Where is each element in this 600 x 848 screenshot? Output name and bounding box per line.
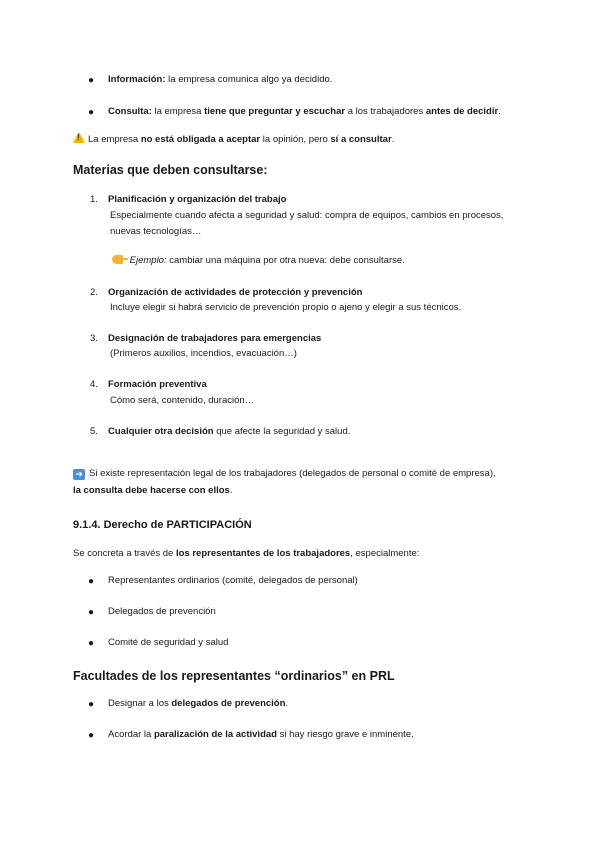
list-item: Acordar la paralización de la actividad si hay riesgo grave e inminente. xyxy=(108,729,414,740)
item-title: Cualquier otra decisión que afecte la seguridad y salud. xyxy=(108,426,351,437)
materias-heading: Materias que deben consultarse: xyxy=(73,163,268,177)
info-bullet xyxy=(108,74,332,87)
info-text: la empresa comunica algo ya decidido. xyxy=(165,74,333,85)
item-number: 1. xyxy=(90,194,98,205)
item-number: 3. xyxy=(90,333,98,344)
item-number: 4. xyxy=(90,379,98,390)
consulta-term: Consulta: xyxy=(108,106,152,117)
representation-note: ➜ Si existe representación legal de los trabajadores (delegados de personal o comité de empresa), xyxy=(73,468,496,481)
item-desc: (Primeros auxilios, incendios, evacuación…) xyxy=(110,348,297,359)
example-line: Ejemplo: cambiar una máquina por otra nueva: debe consultarse. xyxy=(112,255,405,268)
bullet-marker: ● xyxy=(88,576,95,587)
warning-line: !La empresa no está obligada a aceptar la opinión, pero sí a consultar. xyxy=(73,132,394,147)
info-term: Información: xyxy=(108,74,166,85)
bullet-marker: ● xyxy=(88,730,95,741)
bullet-marker: ● xyxy=(88,107,95,118)
arrow-right-icon: ➜ xyxy=(73,469,85,480)
item-desc: Cómo será, contenido, duración… xyxy=(110,395,255,406)
bullet-marker: ● xyxy=(88,607,95,618)
list-item: Delegados de prevención xyxy=(108,606,216,617)
list-item: Designar a los delegados de prevención. xyxy=(108,698,289,709)
facultades-heading: Facultades de los representantes “ordinarios” en PRL xyxy=(73,669,395,683)
item-desc: Incluye elegir si habrá servicio de prevención propio o ajeno y elegir a sus técnicos. xyxy=(110,302,462,313)
item-desc: nuevas tecnologías… xyxy=(110,226,202,237)
item-title: Formación preventiva xyxy=(108,379,207,390)
item-title: Organización de actividades de protección y prevención xyxy=(108,287,363,298)
warning-icon xyxy=(73,132,85,143)
list-item: Representantes ordinarios (comité, delegados de personal) xyxy=(108,575,358,586)
item-title: Designación de trabajadores para emergencias xyxy=(108,333,322,344)
bullet-marker: ● xyxy=(88,75,95,86)
consulta-bullet: Consulta: la empresa tiene que preguntar y escuchar a los trabajadores antes de decidir. xyxy=(108,106,501,117)
bullet-marker: ● xyxy=(88,699,95,710)
representation-note-line2: la consulta debe hacerse con ellos. xyxy=(73,485,233,496)
participacion-intro: Se concreta a través de los representantes de los trabajadores, especialmente: xyxy=(73,548,420,559)
item-desc: Especialmente cuando afecta a seguridad y salud: compra de equipos, cambios en procesos, xyxy=(110,210,504,221)
participacion-heading: 9.1.4. Derecho de PARTICIPACIÓN xyxy=(73,519,252,531)
item-number: 2. xyxy=(90,287,98,298)
list-item: Comité de seguridad y salud xyxy=(108,637,229,648)
item-number: 5. xyxy=(90,426,98,437)
pointing-hand-icon xyxy=(112,255,123,264)
item-title: Planificación y organización del trabajo xyxy=(108,194,287,205)
bullet-marker: ● xyxy=(88,638,95,649)
